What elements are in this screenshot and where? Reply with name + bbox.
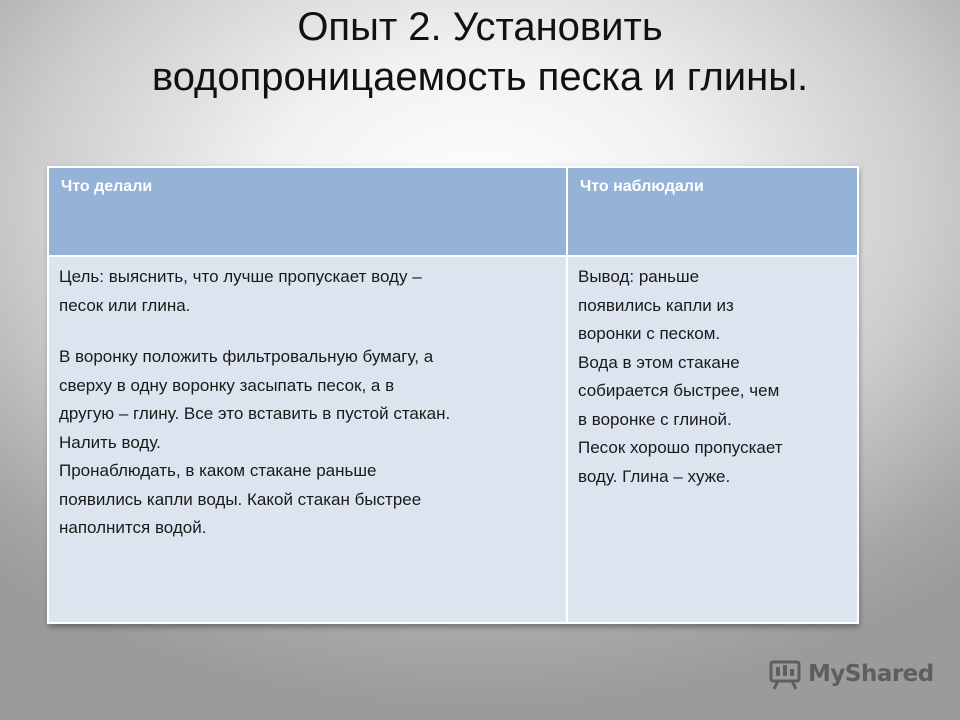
header-what-observed: Что наблюдали: [567, 167, 858, 256]
text-line: собирается быстрее, чем: [578, 381, 780, 400]
observe-paragraph: [59, 457, 556, 543]
text-line: Цель: выяснить, что лучше пропускает воду –: [59, 267, 422, 286]
text-line: песок или глина.: [59, 295, 191, 315]
watermark-text: MyShared: [808, 661, 934, 687]
table-header-row: [48, 167, 858, 256]
text-line: в воронке с глиной.: [578, 409, 732, 429]
text-line: Вода в этом стакане: [578, 352, 740, 372]
text-line: сверху в одну воронку засыпать песок, а в: [59, 375, 395, 395]
text-line: наполнится водой.: [59, 518, 207, 537]
text-line: воду. Глина – хуже.: [578, 466, 731, 486]
sand-paragraph: [578, 434, 847, 491]
title-line-1: Опыт 2. Установить: [297, 5, 663, 49]
title-line-2: водопроницаемость песка и глины.: [151, 55, 809, 99]
water-paragraph: [578, 349, 847, 435]
text-line: Пронаблюдать, в каком стакане раньше: [59, 461, 377, 480]
text-line: Вывод: раньше: [578, 267, 700, 286]
table: [47, 166, 859, 624]
text-line: появились капли из: [578, 295, 734, 315]
setup-paragraph: [59, 343, 556, 457]
table-row: [48, 256, 858, 623]
cell-observation: [567, 256, 858, 623]
myshared-logo-icon: [768, 657, 804, 691]
conclusion-paragraph: [578, 263, 847, 349]
text-line: Налить воду.: [59, 432, 161, 452]
text-line: Песок хорошо пропускает: [578, 438, 783, 457]
slide-title: [40, 2, 920, 102]
text-line: появились капли воды. Какой стакан быстрее: [59, 489, 422, 509]
watermark[interactable]: [768, 656, 934, 692]
text-line: другую – глину. Все это вставить в пустой стакан.: [59, 404, 451, 423]
text-line: В воронку положить фильтровальную бумагу, а: [59, 347, 434, 366]
experiment-table: [47, 166, 857, 624]
text-line: воронки с песком.: [578, 324, 721, 343]
goal-paragraph: [59, 263, 556, 320]
header-what-did: Что делали: [48, 167, 567, 256]
cell-procedure: [48, 256, 567, 623]
